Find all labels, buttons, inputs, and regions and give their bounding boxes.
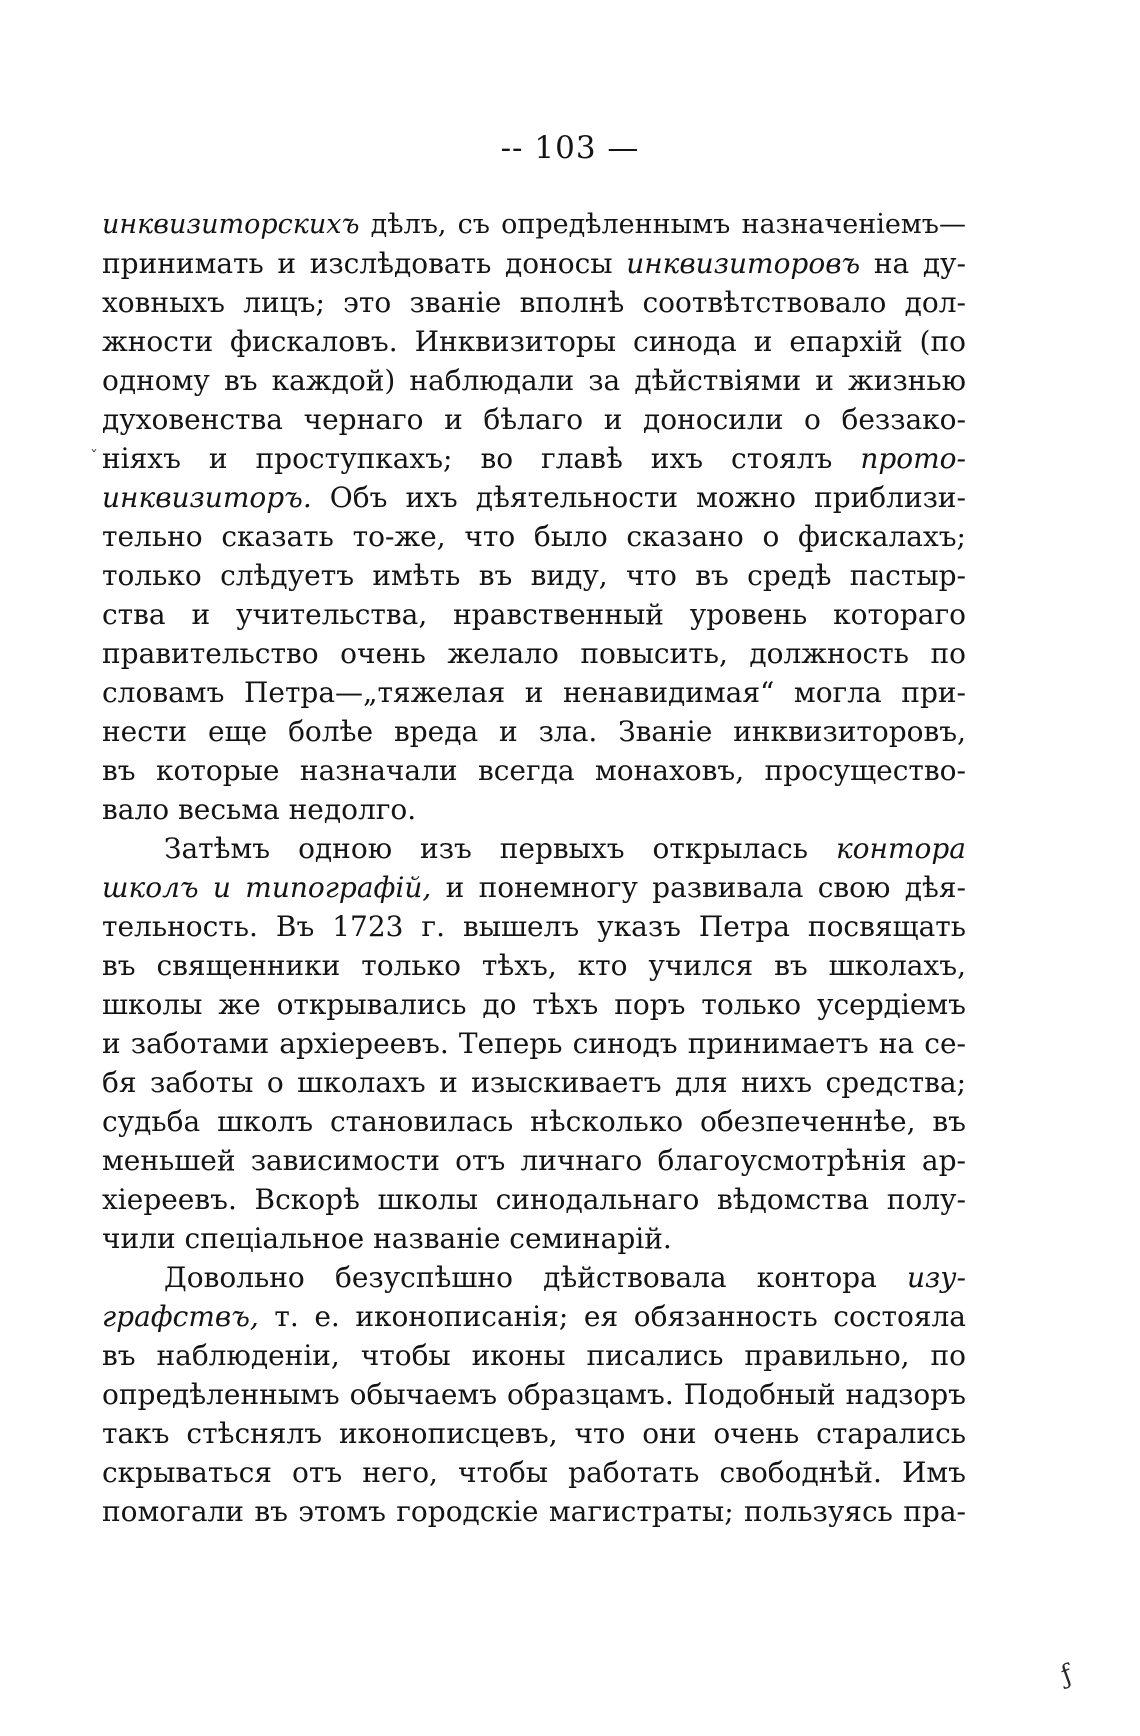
text-run: ніяхъ и проступкахъ; во главѣ ихъ стоялъ bbox=[102, 442, 861, 475]
text-line bbox=[102, 400, 966, 439]
text-run: бя заботы о школахъ и изыскиваетъ для нихъ средства; bbox=[102, 1066, 966, 1099]
text-run: и заботами архіереевъ. Теперь синодъ принимаетъ на се- bbox=[102, 1027, 966, 1060]
text-line bbox=[102, 1375, 966, 1414]
text-run: принимать и изслѣдовать доносы bbox=[102, 247, 627, 280]
text-line bbox=[102, 205, 966, 244]
italic-term: инквизиторовъ bbox=[626, 247, 861, 280]
text-line bbox=[102, 478, 966, 517]
italic-term: инквизиторскихъ bbox=[102, 209, 360, 240]
text-run: Объ ихъ дѣятельности можно приблизи- bbox=[311, 481, 966, 514]
text-line bbox=[102, 634, 966, 673]
text-run: школы же открывались до тѣхъ поръ только усердіемъ bbox=[102, 988, 966, 1021]
text-run: Затѣмъ одною изъ первыхъ открылась bbox=[164, 832, 836, 865]
text-run: помогали въ этомъ городскіе магистраты; пользуясь пра- bbox=[102, 1495, 966, 1528]
text-line bbox=[102, 361, 966, 400]
text-run: и понемногу развивала свою дѣя- bbox=[431, 871, 966, 904]
text-run: Довольно безуспѣшно дѣйствовала контора bbox=[164, 1261, 907, 1294]
text-line bbox=[102, 751, 966, 790]
text-run: въ священники только тѣхъ, кто учился въ школахъ, bbox=[102, 949, 966, 982]
text-line bbox=[102, 1063, 966, 1102]
text-run: словамъ Петра—„тяжелая и ненавидимая“ могла при- bbox=[102, 676, 966, 709]
text-run: тельность. Въ 1723 г. вышелъ указъ Петра посвящать bbox=[102, 910, 966, 943]
text-run: тельно сказать то-же, что было сказано о фискалахъ; bbox=[102, 520, 966, 553]
text-line bbox=[102, 1024, 966, 1063]
text-run: скрываться отъ него, чтобы работать свободнѣй. Имъ bbox=[102, 1456, 966, 1489]
text-line bbox=[102, 907, 966, 946]
text-run: жности фискаловъ. Инквизиторы синода и епархій (по bbox=[102, 325, 966, 358]
text-run: меньшей зависимости отъ личнаго благоусмотрѣнія ар- bbox=[102, 1144, 966, 1177]
text-line bbox=[102, 1414, 966, 1453]
text-run: хіереевъ. Вскорѣ школы синодальнаго вѣдомства полу- bbox=[102, 1183, 966, 1216]
text-run: правительство очень желало повысить, должность по bbox=[102, 637, 966, 670]
text-run: т. е. иконописанія; ея обязанность состояла bbox=[258, 1300, 966, 1333]
text-line bbox=[102, 322, 966, 361]
text-line bbox=[102, 673, 966, 712]
text-line bbox=[102, 1219, 966, 1258]
text-line bbox=[102, 1141, 966, 1180]
text-run: такъ стѣснялъ иконописцевъ, что они очень старались bbox=[102, 1417, 966, 1450]
text-run: ства и учительства, нравственный уровень котораго bbox=[102, 598, 966, 631]
text-line bbox=[102, 790, 966, 829]
text-run: чили спеціальное названіе семинарій. bbox=[102, 1222, 672, 1255]
text-run: на ду- bbox=[860, 247, 966, 280]
text-line bbox=[102, 985, 966, 1024]
italic-term: контора bbox=[835, 832, 966, 865]
page-number: -- 103 — bbox=[500, 130, 640, 166]
text-run: въ наблюденіи, чтобы иконы писались правильно, по bbox=[102, 1339, 966, 1372]
text-line bbox=[102, 244, 966, 283]
text-line bbox=[102, 556, 966, 595]
margin-mark: ƒ bbox=[1057, 1659, 1077, 1691]
text-run: дѣлъ, съ опредѣленнымъ назначеніемъ— bbox=[359, 209, 966, 240]
text-run: духовенства чернаго и бѣлаго и доносили о беззако- bbox=[102, 403, 966, 436]
text-line bbox=[102, 712, 966, 751]
text-run: опредѣленнымъ обычаемъ образцамъ. Подобный надзоръ bbox=[102, 1378, 966, 1411]
text-line bbox=[102, 283, 966, 322]
text-run: въ которые назначали всегда монаховъ, просущество- bbox=[102, 754, 966, 787]
body-text bbox=[102, 205, 966, 1531]
text-line bbox=[102, 1258, 966, 1297]
italic-term: школъ и типографій, bbox=[102, 871, 432, 904]
italic-term: графствъ, bbox=[102, 1300, 259, 1333]
text-run: вало весьма недолго. bbox=[102, 793, 417, 826]
italic-term: инквизиторъ. bbox=[102, 481, 312, 514]
text-run: только слѣдуетъ имѣть въ виду, что въ средѣ пастыр- bbox=[102, 559, 966, 592]
text-line bbox=[102, 829, 966, 868]
text-line bbox=[102, 1297, 966, 1336]
text-line bbox=[102, 1453, 966, 1492]
text-line bbox=[102, 946, 966, 985]
text-line bbox=[102, 1492, 966, 1531]
italic-term: прото- bbox=[860, 442, 966, 475]
text-run: нести еще болѣе вреда и зла. Званіе инквизиторовъ, bbox=[102, 715, 966, 748]
text-run: судьба школъ становилась нѣсколько обезпеченнѣе, въ bbox=[102, 1105, 966, 1138]
italic-term: изу- bbox=[906, 1261, 966, 1294]
margin-mark: ˇ bbox=[90, 447, 98, 466]
text-line bbox=[102, 1180, 966, 1219]
text-line bbox=[102, 1336, 966, 1375]
text-line bbox=[102, 517, 966, 556]
text-line bbox=[102, 595, 966, 634]
text-line bbox=[102, 439, 966, 478]
text-line bbox=[102, 868, 966, 907]
text-line bbox=[102, 1102, 966, 1141]
text-run: ховныхъ лицъ; это званіе вполнѣ соотвѣтствовало дол- bbox=[102, 286, 966, 319]
text-run: одному въ каждой) наблюдали за дѣйствіями и жизнью bbox=[102, 364, 966, 397]
